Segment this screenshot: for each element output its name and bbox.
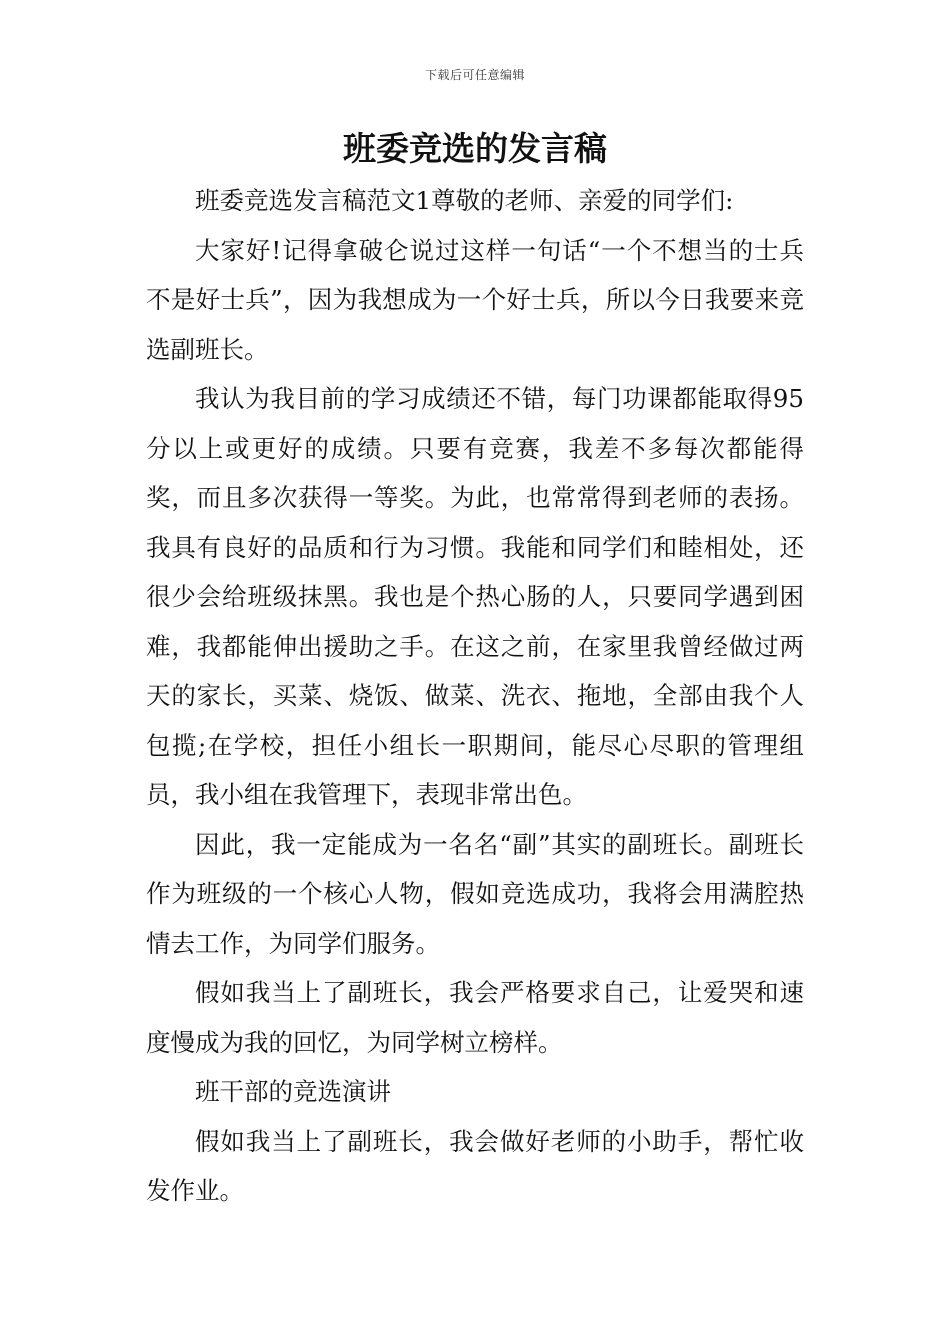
document-body: [146, 176, 804, 1216]
paragraph-self-discipline: 假如我当上了副班长，我会严格要求自己，让爱哭和速度慢成为我的回忆，为同学树立榜样。: [146, 978, 804, 1057]
document-title: 班委竞选的发言稿: [343, 129, 607, 168]
paragraph-commitment: 因此，我一定能成为一名名“副”其实的副班长。副班长作为班级的一个核心人物，假如竞选成功，我将会用满腔热情去工作，为同学们服务。: [146, 829, 804, 958]
paragraph-intro: 大家好!记得拿破仑说过这样一句话“一个不想当的士兵不是好士兵”，因为我想成为一个好士兵，所以今日我要来竞选副班长。: [146, 235, 804, 364]
paragraph-subheading: 班干部的竞选演讲: [195, 1077, 391, 1106]
paragraph-helper: 假如我当上了副班长，我会做好老师的小助手，帮忙收发作业。: [146, 1126, 804, 1205]
paragraph-achievements: 我认为我目前的学习成绩还不错，每门功课都能取得95分以上或更好的成绩。只要有竞赛，我差不多每次都能得奖，而且多次获得一等奖。为此，也常常得到老师的表扬。我具有良好的品质和行为习惯。我能和同学们和睦相处，还很少会给班级抹黑。我也是个热心肠的人，只要同学遇到困难，我都能伸出援助之手。在这之前，在家里我曾经做过两天的家长，买菜、烧饭、做菜、洗衣、拖地，全部由我个人包揽;在学校，担任小组长一职期间，能尽心尽职的管理组员，我小组在我管理下，表现非常出色。: [146, 384, 804, 809]
paragraph-greeting: 班委竞选发言稿范文1尊敬的老师、亲爱的同学们:: [195, 186, 734, 215]
header-note: 下载后可任意编辑: [424, 68, 525, 82]
